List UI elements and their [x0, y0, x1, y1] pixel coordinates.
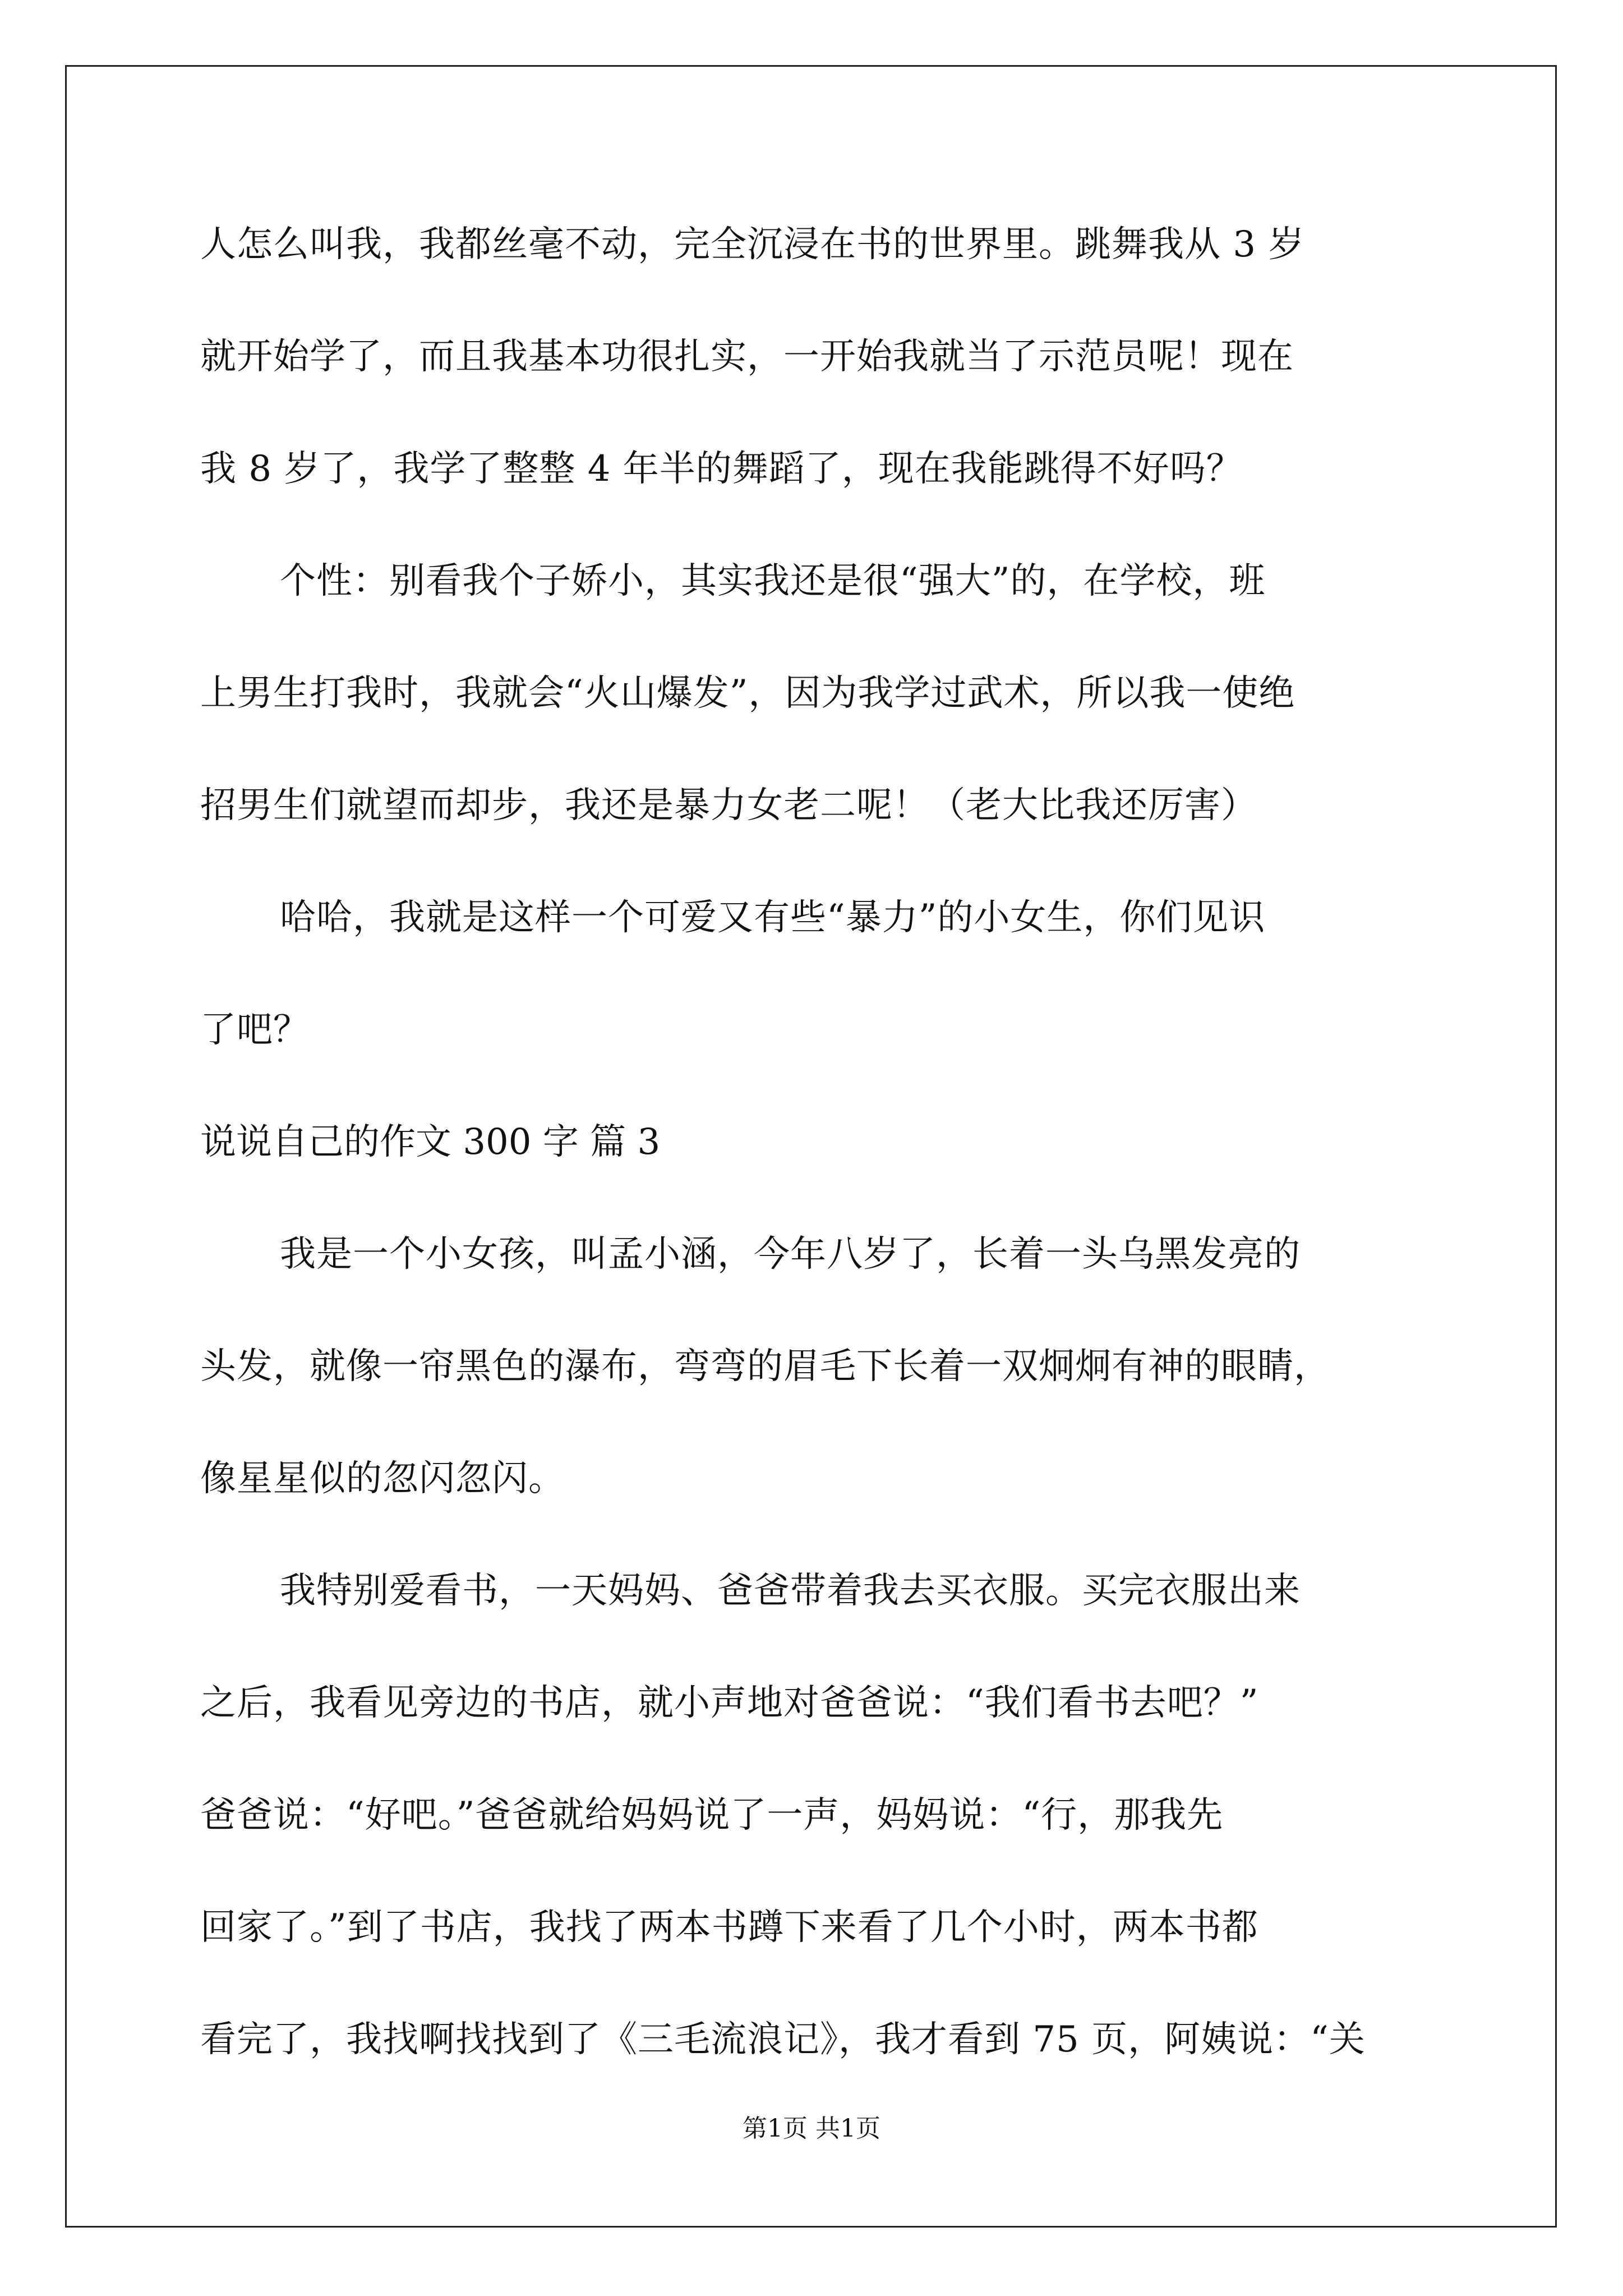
text-line: 了吧？: [200, 1009, 310, 1051]
text-line: 之后，我看见旁边的书店，就小声地对爸爸说：“我们看书去吧？”: [200, 1682, 1259, 1724]
page-footer: 第1页 共1页: [743, 2114, 880, 2143]
paragraph-start-line: 我特别爱看书，一天妈妈、爸爸带着我去买衣服。买完衣服出来: [280, 1570, 1301, 1612]
text-line: 上男生打我时，我就会“火山爆发”，因为我学过武术，所以我一使绝: [200, 673, 1295, 714]
section-heading: 说说自己的作文 300 字 篇 3: [200, 1121, 661, 1163]
text-line: 就开始学了，而且我基本功很扎实，一开始我就当了示范员呢！现在: [200, 336, 1294, 378]
text-line: 爸爸说：“好吧。”爸爸就给妈妈说了一声，妈妈说：“行，那我先: [200, 1795, 1224, 1836]
text-line: 头发，就像一帘黑色的瀑布，弯弯的眉毛下长着一双炯炯有神的眼睛，: [200, 1346, 1330, 1387]
paragraph-start-line: 个性：别看我个子娇小，其实我还是很“强大”的，在学校，班: [280, 560, 1266, 602]
text-line: 我 8 岁了，我学了整整 4 年半的舞蹈了，现在我能跳得不好吗？: [200, 448, 1243, 490]
text-line: 人怎么叫我，我都丝毫不动，完全沉浸在书的世界里。跳舞我从 3 岁: [200, 224, 1305, 265]
text-line: 像星星似的忽闪忽闪。: [200, 1458, 565, 1499]
text-line: 回家了。”到了书店，我找了两本书蹲下来看了几个小时，两本书都: [200, 1907, 1258, 1948]
text-line: 招男生们就望而却步，我还是暴力女老二呢！（老大比我还厉害）: [200, 785, 1257, 826]
paragraph-start-line: 我是一个小女孩，叫孟小涵，今年八岁了，长着一头乌黑发亮的: [280, 1234, 1301, 1275]
paragraph-start-line: 哈哈，我就是这样一个可爱又有些“暴力”的小女生，你们见识: [280, 897, 1266, 938]
text-line: 看完了，我找啊找找到了《三毛流浪记》，我才看到 75 页，阿姨说：“关: [200, 2019, 1366, 2060]
